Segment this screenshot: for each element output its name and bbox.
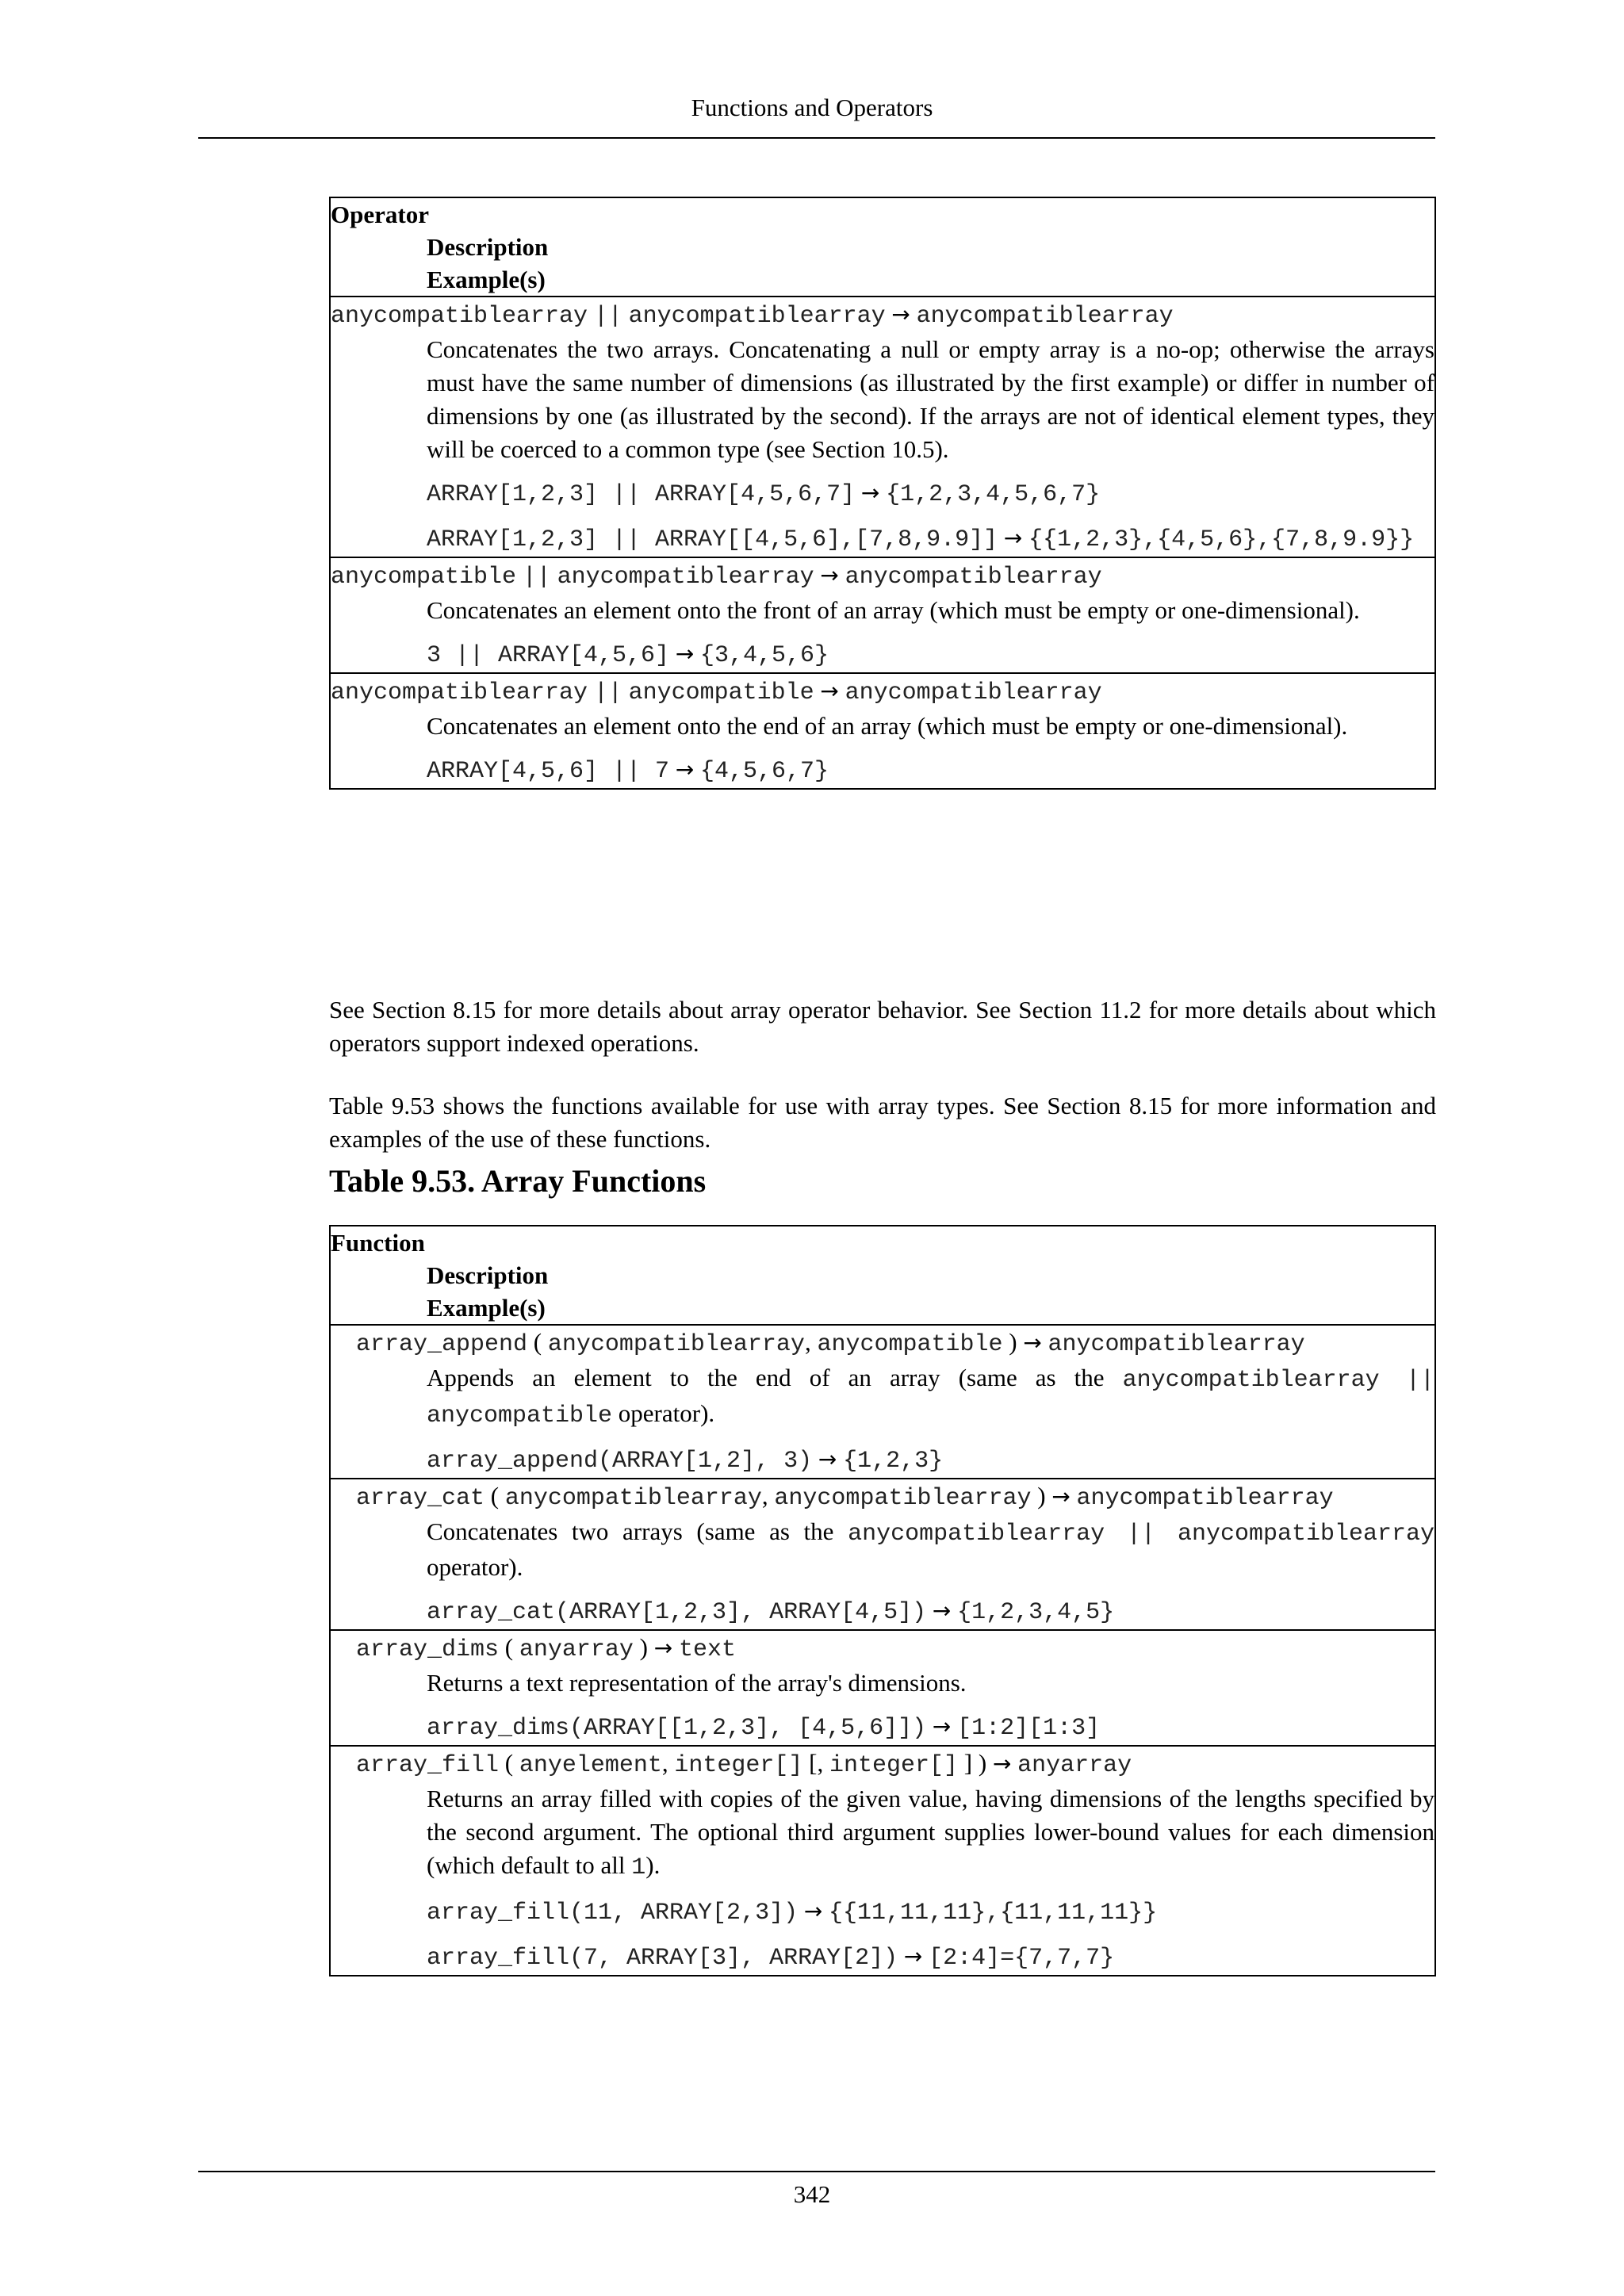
function-name: array_dims xyxy=(356,1636,500,1663)
function-entry xyxy=(330,1325,1435,1479)
description-code: 1 xyxy=(631,1854,646,1881)
paren-open: ( xyxy=(504,1749,514,1777)
example xyxy=(331,476,1434,511)
table-header-row xyxy=(330,197,1435,297)
operand-type: anycompatiblearray xyxy=(557,564,814,591)
description-text: ). xyxy=(645,1851,661,1879)
arrow-icon: → xyxy=(675,641,695,667)
example-code: array_cat(ARRAY[1,2,3], ARRAY[4,5]) xyxy=(427,1599,927,1626)
paragraph-see-section: See Section 8.15 for more details about array operator behavior. See Section 11.2 for more details about which operators support indexed operations. xyxy=(329,996,1436,1057)
operand-type: anycompatiblearray xyxy=(628,303,886,330)
arrow-icon: → xyxy=(903,1943,923,1969)
example-result: {3,4,5,6} xyxy=(700,642,829,669)
function-signature xyxy=(356,1747,1434,1782)
argument-type: anyelement xyxy=(519,1752,662,1779)
operand-type: anycompatiblearray xyxy=(331,679,588,706)
function-name: array_fill xyxy=(356,1752,500,1779)
example-result: {4,5,6,7} xyxy=(700,758,829,785)
example-result: {{11,11,11},{11,11,11}} xyxy=(829,1900,1158,1927)
argument-type: anycompatible xyxy=(817,1331,1003,1358)
arrow-icon: → xyxy=(653,1635,673,1661)
operator-description: Concatenates the two arrays. Concatenating a null or empty array is a no-op; otherwise the arrays must have the same number of dimensions (as illustrated by the first example) or differ in number of dimensions by one (as illustrated by the second). If the arrays are not of identical element types, they will be coerced to a common type (see Section 10.5). xyxy=(427,335,1434,463)
function-entry xyxy=(330,1746,1435,1976)
table-row xyxy=(330,1746,1435,1976)
result-type: anycompatiblearray xyxy=(845,679,1102,706)
optional-bracket-close: ] xyxy=(963,1749,973,1777)
arrow-icon: → xyxy=(1003,525,1023,551)
arrow-icon: → xyxy=(891,301,910,327)
arrow-icon: → xyxy=(820,562,839,588)
table-row xyxy=(330,557,1435,673)
paren-close: ) xyxy=(1037,1482,1046,1510)
example xyxy=(331,637,1434,672)
argument-type: anycompatiblearray xyxy=(547,1331,805,1358)
description-text: Returns an array filled with copies of the given value, having dimensions of the lengths specified by the second argument. The optional third argument supplies lower-bound values for each dimension (which default to all xyxy=(427,1785,1434,1879)
operand-type: anycompatible xyxy=(628,679,814,706)
description-text: Appends an element to the end of an array (same as the xyxy=(427,1364,1105,1391)
column-header-examples: Example(s) xyxy=(427,266,546,293)
arrow-icon: → xyxy=(932,1598,952,1624)
optional-bracket-open: [, xyxy=(809,1749,824,1777)
function-entry xyxy=(330,1479,1435,1630)
table-header-row xyxy=(330,1226,1435,1325)
description-text: Concatenates two arrays (same as the xyxy=(427,1517,834,1545)
argument-type: anycompatiblearray xyxy=(774,1485,1032,1512)
arrow-icon: → xyxy=(675,756,695,783)
argument-type: integer[] xyxy=(674,1752,803,1779)
operator-signature xyxy=(331,297,1434,333)
example xyxy=(356,1894,1434,1930)
functions-table xyxy=(329,1225,1436,1976)
paren-close: ) xyxy=(978,1749,987,1777)
operator-entry xyxy=(330,297,1435,557)
arrow-icon: → xyxy=(992,1751,1012,1777)
example-result: {1,2,3} xyxy=(843,1448,944,1475)
footer-rule xyxy=(198,2171,1435,2172)
example-result: [1:2][1:3] xyxy=(957,1715,1101,1742)
example xyxy=(356,1442,1434,1478)
column-header-operator: Operator xyxy=(331,201,429,228)
argument-type: anyarray xyxy=(519,1636,634,1663)
function-signature xyxy=(356,1631,1434,1667)
function-entry xyxy=(330,1630,1435,1746)
paren-close: ) xyxy=(1009,1328,1017,1356)
argument-type: anycompatiblearray xyxy=(504,1485,762,1512)
arrow-icon: → xyxy=(860,480,880,506)
result-type: anycompatiblearray xyxy=(916,303,1174,330)
column-header-description: Description xyxy=(427,233,549,261)
table-header-cell xyxy=(330,1226,1435,1325)
table-row xyxy=(330,673,1435,789)
header-rule xyxy=(198,137,1435,139)
example-result: [2:4]={7,7,7} xyxy=(929,1945,1115,1972)
example-code: ARRAY[1,2,3] || ARRAY[[4,5,6],[7,8,9.9]] xyxy=(427,526,998,553)
paren-open: ( xyxy=(490,1482,500,1510)
example-code: ARRAY[1,2,3] || ARRAY[4,5,6,7] xyxy=(427,481,856,508)
result-type: anycompatiblearray xyxy=(1048,1331,1305,1358)
operand-type: anycompatiblearray xyxy=(331,303,588,330)
function-signature xyxy=(356,1479,1434,1515)
example-result: {{1,2,3},{4,5,6},{7,8,9.9}} xyxy=(1028,526,1415,553)
paren-open: ( xyxy=(504,1633,514,1661)
argument-separator: , xyxy=(761,1482,768,1510)
arrow-icon: → xyxy=(932,1713,952,1739)
example xyxy=(356,1594,1434,1629)
example xyxy=(356,1939,1434,1975)
column-header-examples: Example(s) xyxy=(427,1294,546,1322)
example-result: {1,2,3,4,5,6,7} xyxy=(886,481,1101,508)
operator-description: Concatenates an element onto the front of an array (which must be empty or one-dimensional). xyxy=(427,596,1360,624)
description-code: anycompatiblearray || anycompatiblearray xyxy=(848,1521,1434,1548)
description-code: anycompatiblearray || anycompatible xyxy=(427,1367,1435,1429)
example-code: array_append(ARRAY[1,2], 3) xyxy=(427,1448,813,1475)
example-code: array_fill(11, ARRAY[2,3]) xyxy=(427,1900,799,1927)
operator-description: Concatenates an element onto the end of an array (which must be empty or one-dimensional). xyxy=(427,712,1348,740)
table-row xyxy=(330,297,1435,557)
description-text: operator). xyxy=(427,1553,523,1581)
example xyxy=(331,521,1434,557)
example-code: 3 || ARRAY[4,5,6] xyxy=(427,642,670,669)
paragraph-table-reference: Table 9.53 shows the functions available for use with array types. See Section 8.15 for more information and examples of the use of these functions. xyxy=(329,1092,1436,1153)
operator-symbol: || xyxy=(593,303,622,330)
operator-signature xyxy=(331,674,1434,710)
arrow-icon: → xyxy=(1023,1330,1042,1356)
function-description xyxy=(356,1361,1434,1433)
argument-separator: , xyxy=(804,1328,811,1356)
column-header-description: Description xyxy=(427,1261,549,1289)
function-description xyxy=(356,1515,1434,1584)
argument-separator: , xyxy=(661,1749,668,1777)
page-number: 342 xyxy=(793,2180,831,2208)
example-code: array_fill(7, ARRAY[3], ARRAY[2]) xyxy=(427,1945,898,1972)
result-type: anycompatiblearray xyxy=(845,564,1102,591)
operand-type: anycompatible xyxy=(331,564,517,591)
example xyxy=(356,1709,1434,1745)
example-result: {1,2,3,4,5} xyxy=(957,1599,1115,1626)
function-description xyxy=(356,1782,1434,1885)
description-text: operator). xyxy=(618,1399,715,1427)
operator-entry xyxy=(330,673,1435,789)
operator-entry xyxy=(330,557,1435,673)
column-header-function: Function xyxy=(331,1229,425,1257)
function-name: array_append xyxy=(356,1331,528,1358)
table-header-cell xyxy=(330,197,1435,297)
function-name: array_cat xyxy=(356,1485,485,1512)
result-type: text xyxy=(678,1636,736,1663)
arrow-icon: → xyxy=(1051,1483,1071,1510)
table-row xyxy=(330,1479,1435,1630)
example-code: array_dims(ARRAY[[1,2,3], [4,5,6]]) xyxy=(427,1715,927,1742)
paren-close: ) xyxy=(639,1633,648,1661)
arrow-icon: → xyxy=(820,678,839,704)
paren-open: ( xyxy=(533,1328,542,1356)
example-code: ARRAY[4,5,6] || 7 xyxy=(427,758,670,785)
operator-signature xyxy=(331,558,1434,594)
example xyxy=(331,752,1434,788)
operator-symbol: || xyxy=(593,679,622,706)
table-row xyxy=(330,1325,1435,1479)
arrow-icon: → xyxy=(818,1446,837,1472)
table-title: Table 9.53. Array Functions xyxy=(329,1163,707,1199)
result-type: anycompatiblearray xyxy=(1076,1485,1334,1512)
running-header: Functions and Operators xyxy=(691,94,933,121)
function-signature xyxy=(356,1326,1434,1361)
argument-type: integer[] xyxy=(829,1752,959,1779)
arrow-icon: → xyxy=(803,1898,823,1924)
operators-table xyxy=(329,197,1436,790)
operator-symbol: || xyxy=(522,564,551,591)
function-description: Returns a text representation of the array's dimensions. xyxy=(427,1669,967,1697)
table-row xyxy=(330,1630,1435,1746)
result-type: anyarray xyxy=(1017,1752,1132,1779)
